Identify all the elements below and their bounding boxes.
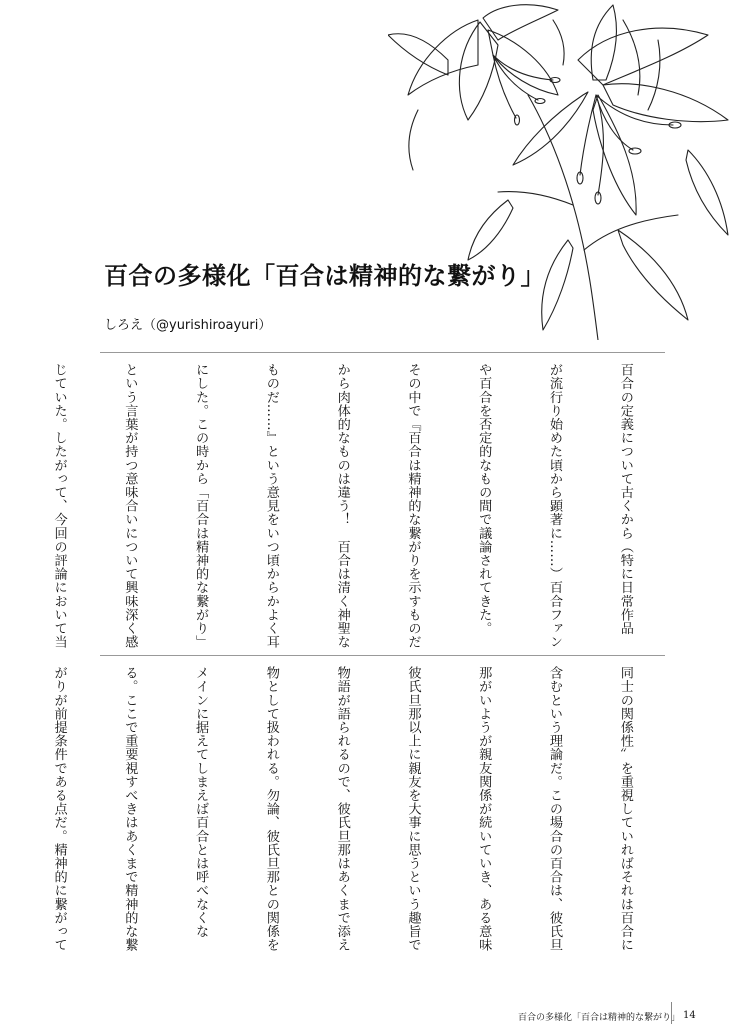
text-column-upper xyxy=(51,363,684,649)
article-author: しろえ（@yurishiroayuri） xyxy=(104,318,272,333)
text-line: じていた。したがって、今回の評論において当 xyxy=(51,363,67,649)
top-divider xyxy=(100,352,665,353)
text-line: 物語が語られるので、彼氏旦那はあくまで添え xyxy=(334,666,350,952)
text-line: が流行り始めた頃から顕著に……）百合ファン xyxy=(547,363,563,649)
text-line: から肉体的なものは違う！ 百合は清く神聖な xyxy=(334,363,350,649)
footer-separator xyxy=(671,1002,672,1024)
text-line: 彼氏旦那以上に親友を大事に思うという趣旨で xyxy=(405,666,421,952)
text-line: という言葉が持つ意味合いについて興味深く感 xyxy=(122,363,138,649)
page-number: 14 xyxy=(683,1010,696,1021)
text-line: 同士の関係性〟を重視していればそれは百合に xyxy=(617,666,633,952)
text-line: や百合を否定的なもの間で議論されてきた。 xyxy=(476,363,492,635)
text-line: その中で『百合は精神的な繋がりを示すものだ xyxy=(405,363,421,649)
text-column-lower xyxy=(51,666,684,952)
middle-divider xyxy=(100,655,665,656)
text-line: ものだ……』という意見をいつ頃からかよく耳 xyxy=(263,363,279,649)
text-line: にした。この時から「百合は精神的な繋がり」 xyxy=(193,363,209,649)
text-line: 那がいようが親友関係が続いていき、ある意味 xyxy=(476,666,492,952)
text-line: メインに据えてしまえば百合とは呼べなくな xyxy=(193,666,209,938)
text-line: 含むという理論だ。この場合の百合は、彼氏旦 xyxy=(547,666,563,952)
text-line: 物として扱われる。勿論、彼氏旦那との関係を xyxy=(263,666,279,952)
text-line: る。ここで重要視すべきはあくまで精神的な繋 xyxy=(122,666,138,952)
text-line: がりが前提条件である点だ。精神的に繋がって xyxy=(51,666,67,952)
running-title: 百合の多様化「百合は精神的な繋がり」 xyxy=(518,1013,681,1023)
text-line: 百合の定義について古くから（特に日常作品 xyxy=(617,363,633,635)
article-title: 百合の多様化「百合は精神的な繋がり」 xyxy=(104,262,545,290)
